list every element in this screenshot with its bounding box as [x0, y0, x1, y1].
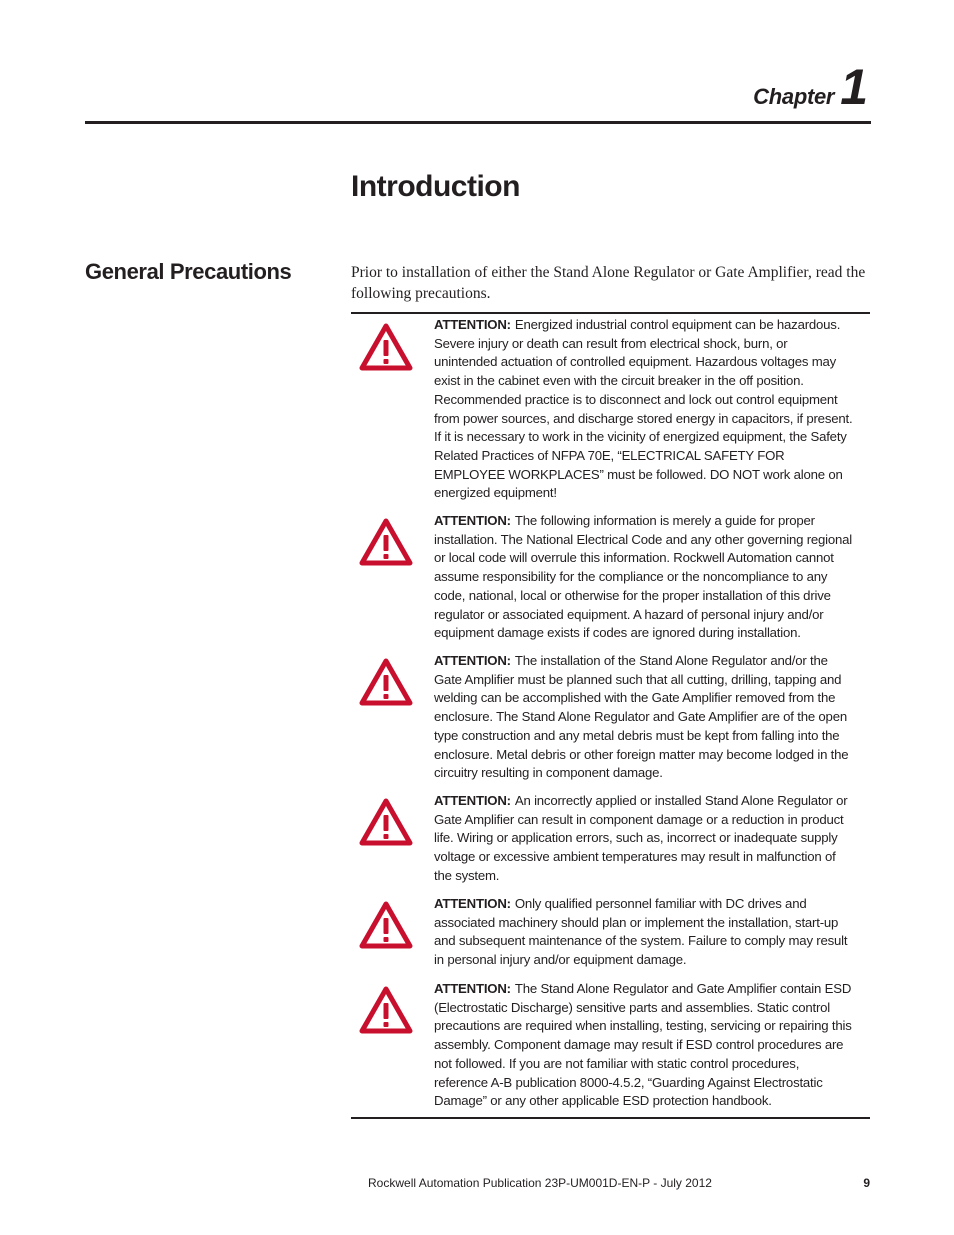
attention-body: The following information is merely a guide for proper installation. The National Electrical Code and any other governing regional or local code will overrule this information. Rockwell Automation cannot assume responsibility for the compliance or the noncompliance to any code, national, local or otherwise for the proper installation of this drive regulator or associated equipment. A hazard of personal injury and/or equipment damage exists if codes are ignored during installation.	[434, 513, 853, 641]
attention-text	[434, 980, 854, 1111]
attention-body: The installation of the Stand Alone Regulator and/or the Gate Amplifier must be planned such that all cutting, drilling, tapping and welding can be accomplished with the Gate Amplifier removed from the enclosure. The Stand Alone Regulator and Gate Amplifier are of the open type construction and any metal debris must be kept from falling into the enclosure. Metal debris or other foreign matter may become lodged in the circuitry resulting in component damage.	[434, 653, 849, 781]
page-title: Introduction	[351, 170, 520, 203]
attention-label: ATTENTION:	[434, 896, 511, 911]
warning-triangle-icon	[359, 901, 413, 949]
warning-triangle-icon	[359, 323, 413, 371]
attention-body: An incorrectly applied or installed Stand Alone Regulator or Gate Amplifier can result in component damage or a reduction in product life. Wiring or application errors, such as, incorrect or inadequate supply voltage or excessive ambient temperatures may result in malfunction of the system.	[434, 793, 848, 883]
attention-text	[434, 652, 854, 783]
chapter-header	[753, 59, 868, 115]
warning-triangle-icon	[359, 798, 413, 846]
attention-body: Only qualified personnel familiar with DC drives and associated machinery should plan or implement the installation, start-up and subsequent maintenance of the system. Failure to comply may result in personal injury and/or equipment damage.	[434, 896, 848, 968]
warning-triangle-icon	[359, 518, 413, 566]
attention-label: ATTENTION:	[434, 317, 511, 332]
attention-label: ATTENTION:	[434, 653, 511, 668]
attention-label: ATTENTION:	[434, 513, 511, 528]
chapter-number: 1	[840, 59, 868, 115]
warning-triangle-icon	[359, 986, 413, 1034]
attention-text	[434, 895, 854, 970]
warning-triangle-icon	[359, 658, 413, 706]
section-heading: General Precautions	[85, 259, 292, 284]
attention-text	[434, 512, 854, 643]
attention-body: The Stand Alone Regulator and Gate Amplifier contain ESD (Electrostatic Discharge) sensitive parts and assemblies. Static control precautions are required when installing, testing, servicing or repairing this assembly. Component damage may result if ESD control procedures are not followed. If you are not familiar with static control procedures, reference A-B publication 8000-4.5.2, “Guarding Against Electrostatic Damage” or any other applicable ESD protection handbook.	[434, 981, 852, 1109]
chapter-label: Chapter	[753, 84, 835, 109]
page-number: 9	[863, 1176, 870, 1190]
attention-table	[351, 312, 870, 1119]
attention-body: Energized industrial control equipment can be hazardous. Severe injury or death can result from electrical shock, burn, or unintended actuation of controlled equipment. Hazardous voltages may exist in the cabinet even with the circuit breaker in the off position. Recommended practice is to disconnect and lock out control equipment from power sources, and discharge stored energy in capacitors, if present. If it is necessary to work in the vicinity of energized equipment, the Safety Related Practices of NFPA 70E, “ELECTRICAL SAFETY FOR EMPLOYEE WORKPLACES” must be followed. DO NOT work alone on energized equipment!	[434, 317, 853, 501]
chapter-divider	[85, 121, 871, 124]
attention-label: ATTENTION:	[434, 981, 511, 996]
intro-paragraph: Prior to installation of either the Stand Alone Regulator or Gate Amplifier, read the following precautions.	[351, 264, 866, 302]
footer-publication: Rockwell Automation Publication 23P-UM001D-EN-P - July 2012	[368, 1176, 712, 1190]
attention-text	[434, 316, 854, 503]
attention-label: ATTENTION:	[434, 793, 511, 808]
attention-text	[434, 792, 854, 886]
